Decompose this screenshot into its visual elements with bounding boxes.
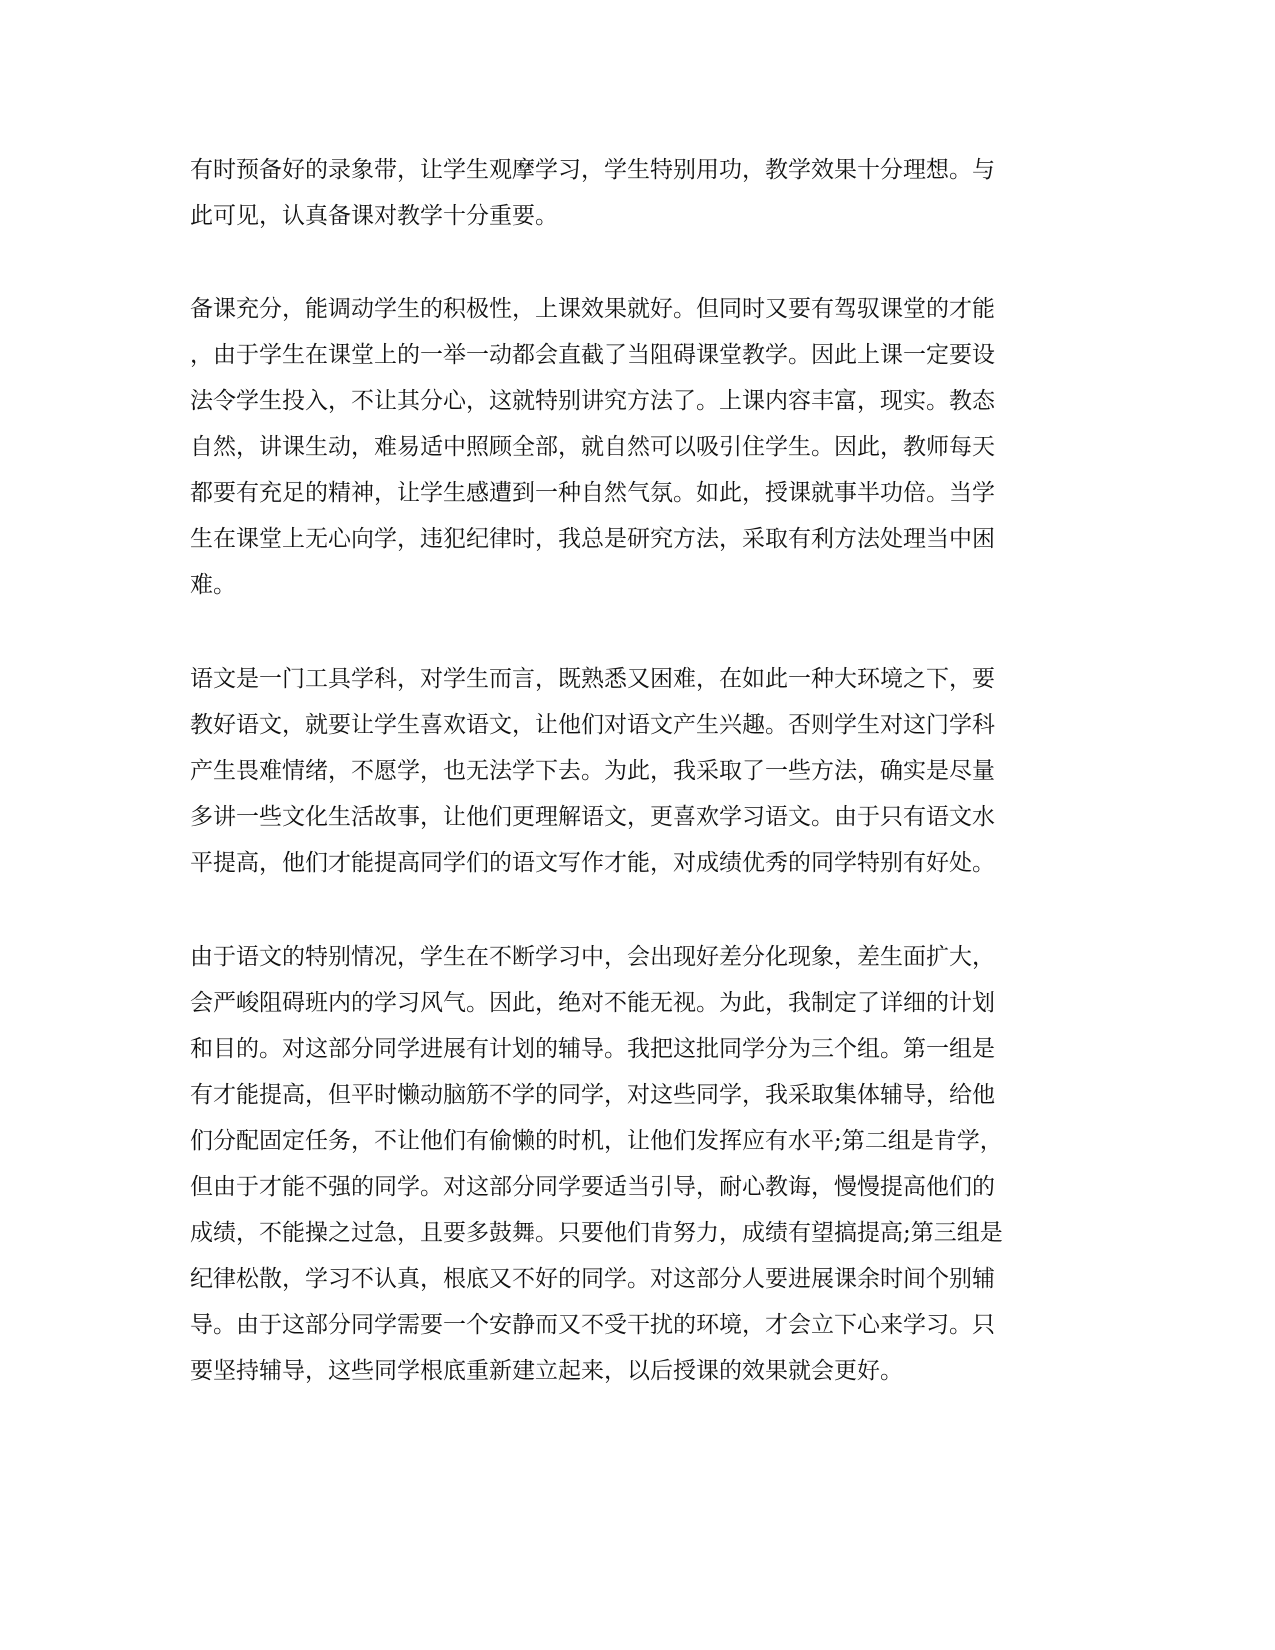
paragraph-line: 纪律松散，学习不认真，根底又不好的同学。对这部分人要进展课余时间个别辅 <box>190 1266 995 1292</box>
paragraph-line: 但由于才能不强的同学。对这部分同学要适当引导，耐心教诲，慢慢提高他们的 <box>190 1174 995 1200</box>
paragraph-line: 平提高，他们才能提高同学们的语文写作才能，对成绩优秀的同学特别有好处。 <box>190 850 995 876</box>
paragraph-line: 自然，讲课生动，难易适中照顾全部，就自然可以吸引住学生。因此，教师每天 <box>190 434 995 460</box>
paragraph-line: 多讲一些文化生活故事，让他们更理解语文，更喜欢学习语文。由于只有语文水 <box>190 804 995 830</box>
paragraph-line: 产生畏难情绪，不愿学，也无法学下去。为此，我采取了一些方法，确实是尽量 <box>190 758 995 784</box>
paragraph-line: 导。由于这部分同学需要一个安静而又不受干扰的环境，才会立下心来学习。只 <box>190 1312 995 1338</box>
paragraph-line: 有才能提高，但平时懒动脑筋不学的同学，对这些同学，我采取集体辅导，给他 <box>190 1082 995 1108</box>
paragraph-line: 由于语文的特别情况，学生在不断学习中，会出现好差分化现象，差生面扩大， <box>190 944 995 970</box>
paragraph-line: 和目的。对这部分同学进展有计划的辅导。我把这批同学分为三个组。第一组是 <box>190 1036 995 1062</box>
paragraph-line: 教好语文，就要让学生喜欢语文，让他们对语文产生兴趣。否则学生对这门学科 <box>190 712 995 738</box>
paragraph-line: 备课充分，能调动学生的积极性，上课效果就好。但同时又要有驾驭课堂的才能 <box>190 296 995 322</box>
paragraph-line: 生在课堂上无心向学，违犯纪律时，我总是研究方法，采取有利方法处理当中困 <box>190 526 995 552</box>
paragraph-line: 要坚持辅导，这些同学根底重新建立起来，以后授课的效果就会更好。 <box>190 1358 903 1384</box>
paragraph-line: 们分配固定任务，不让他们有偷懒的时机，让他们发挥应有水平;第二组是肯学， <box>190 1128 1003 1154</box>
paragraph-line: 难。 <box>190 572 236 598</box>
paragraph-line: ，由于学生在课堂上的一举一动都会直截了当阻碍课堂教学。因此上课一定要设 <box>190 342 995 368</box>
paragraph-line: 有时预备好的录象带，让学生观摩学习，学生特别用功，教学效果十分理想。与 <box>190 157 995 183</box>
paragraph-line: 语文是一门工具学科，对学生而言，既熟悉又困难，在如此一种大环境之下，要 <box>190 666 995 692</box>
paragraph-line: 此可见，认真备课对教学十分重要。 <box>190 203 558 229</box>
paragraph-line: 成绩，不能操之过急，且要多鼓舞。只要他们肯努力，成绩有望搞提高;第三组是 <box>190 1220 1003 1246</box>
paragraph-line: 都要有充足的精神，让学生感遭到一种自然气氛。如此，授课就事半功倍。当学 <box>190 480 995 506</box>
paragraph-line: 法令学生投入，不让其分心，这就特别讲究方法了。上课内容丰富，现实。教态 <box>190 388 995 414</box>
paragraph-line: 会严峻阻碍班内的学习风气。因此，绝对不能无视。为此，我制定了详细的计划 <box>190 990 995 1016</box>
